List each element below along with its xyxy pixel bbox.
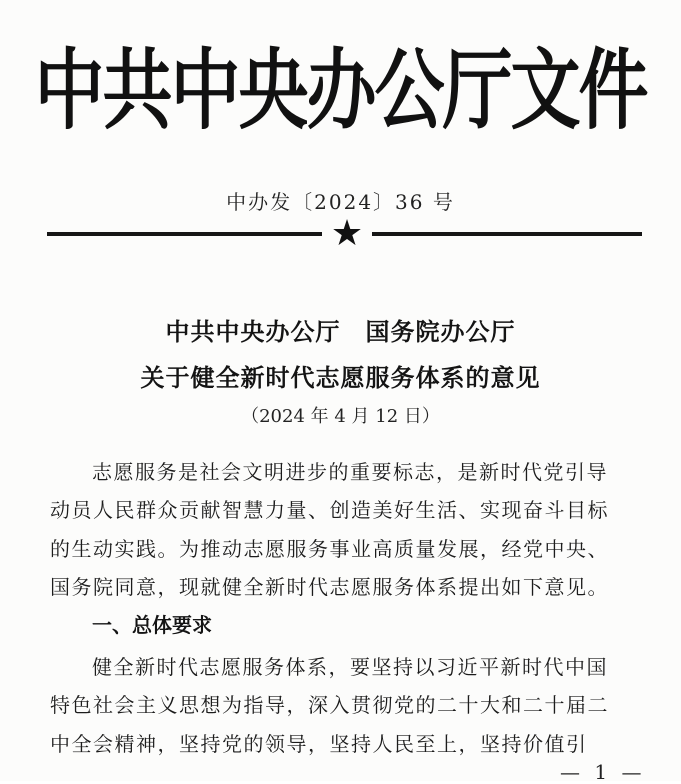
red-header-rule-right bbox=[372, 232, 642, 236]
body-line: 志愿服务是社会文明进步的重要标志，是新时代党引导 bbox=[92, 460, 608, 484]
section-heading: 一、总体要求 bbox=[92, 613, 212, 637]
star-icon: ★ bbox=[330, 213, 364, 254]
body-line: 中全会精神，坚持党的领导，坚持人民至上，坚持价值引 bbox=[50, 732, 588, 756]
document-number: 中办发〔2024〕36 号 bbox=[226, 190, 455, 214]
document-title-line-2: 关于健全新时代志愿服务体系的意见 bbox=[140, 364, 541, 392]
body-line: 的生动实践。为推动志愿服务事业高质量发展，经党中央、 bbox=[50, 537, 609, 561]
body-line: 动员人民群众贡献智慧力量、创造美好生活、实现奋斗目标 bbox=[50, 498, 609, 522]
document-masthead: 中共中央办公厅文件 bbox=[34, 39, 647, 142]
body-line: 健全新时代志愿服务体系，要坚持以习近平新时代中国 bbox=[92, 655, 608, 679]
page-number: — 1 — bbox=[560, 760, 646, 784]
body-line: 特色社会主义思想为指导，深入贯彻党的二十大和二十届二 bbox=[50, 693, 609, 717]
red-header-rule-left bbox=[47, 232, 322, 236]
document-date: （2024 年 4 月 12 日） bbox=[241, 406, 440, 427]
body-line: 国务院同意，现就健全新时代志愿服务体系提出如下意见。 bbox=[50, 575, 609, 599]
document-title-line-1: 中共中央办公厅 国务院办公厅 bbox=[165, 318, 516, 346]
